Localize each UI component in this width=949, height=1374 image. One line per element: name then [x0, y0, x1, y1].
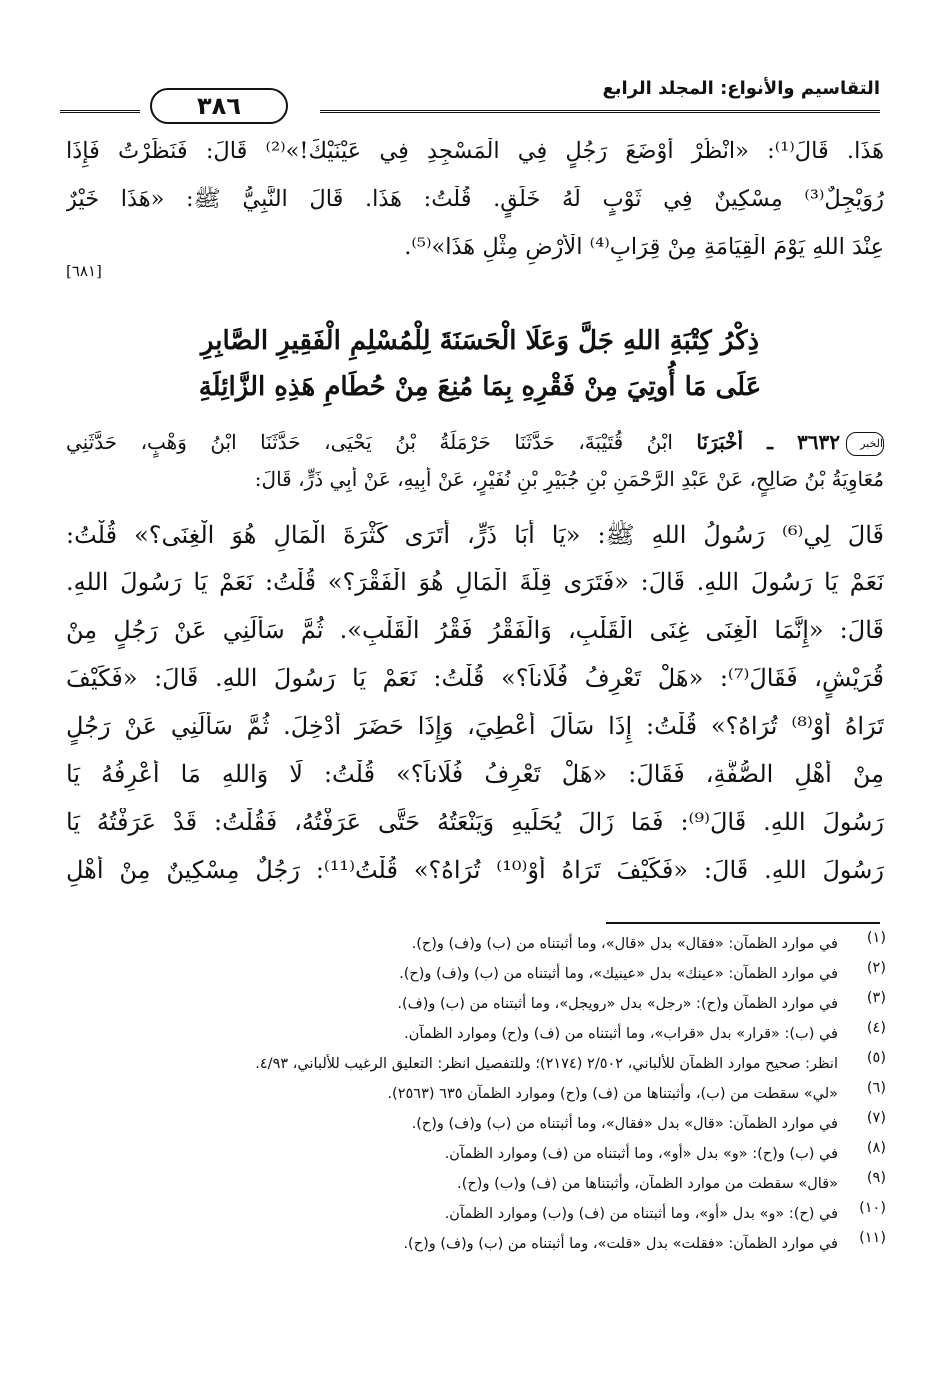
footnote-number: (٧): [866, 1110, 886, 1126]
isnad-line: مُعَاوِيَةُ بْنُ صَالِحٍ، عَنْ عَبْدِ الرَّحْمَنِ بْنِ جُبَيْرِ بْنِ نُفَيْرٍ، عَنْ أَبِيهِ، عَنْ أَبِي ذَرٍّ، قَالَ:: [254, 467, 884, 491]
footnote-text: في موارد الظمآن: «فقلت» بدل «قلت»، وما أثبتناه من (ب) و(ف) و(ح).: [403, 1236, 838, 1252]
text-line: قَالَ: «إِنَّمَا الْغِنَى غِنَى الْقَلْبِ، وَالْفَقْرُ فَقْرُ الْقَلْبِ». ثُمَّ سَأَلَنِي عَنْ رَجُلٍ مِنْ: [66, 616, 884, 644]
footnote-number: (٤): [866, 1020, 886, 1036]
khabar-badge-icon: الخبر: [846, 432, 884, 456]
footnote-item: [66, 960, 886, 990]
footnote-item: [66, 1050, 886, 1080]
footnote-item: [66, 1080, 886, 1110]
footnote-text: في موارد الظمآن: «فقال» بدل «قال»، وما أثبتناه من (ب) و(ف) و(ح).: [411, 936, 838, 952]
text-line: عِنْدَ اللهِ يَوْمَ الْقِيَامَةِ مِنْ قِرَابِ⁽⁴⁾ الْأَرْضِ مِثْلِ هَذَا»⁽⁵⁾.: [404, 234, 884, 260]
footnote-item: [66, 1200, 886, 1230]
footnote-text: انظر: صحيح موارد الظمآن للألباني، ٢/٥٠٢ (٢١٧٤)؛ وللتفصيل انظر: التعليق الرغيب للألباني، ٤/٩٣.: [255, 1056, 838, 1072]
footnote-number: (٦): [866, 1080, 886, 1096]
footnote-number: (١٠): [859, 1200, 886, 1216]
text-line: نَعَمْ يَا رَسُولَ اللهِ. قَالَ: «فَتَرَى قِلَّةَ الْمَالِ هُوَ الْفَقْرَ؟» قُلْتُ: نَعَمْ يَا رَسُولَ اللهِ.: [66, 568, 884, 596]
footnote-number: (١): [866, 930, 886, 946]
text-line: رُوَيْجِلٌ⁽³⁾ مِسْكِينٌ فِي ثَوْبٍ لَهُ خَلَقٍ. قُلْتُ: هَذَا. قَالَ النَّبِيُّ ﷺ: «هَذَا خَيْرٌ: [66, 186, 884, 212]
heading-line: ذِكْرُ كِتْبَةِ اللهِ جَلَّ وَعَلَا الْحَسَنَةَ لِلْمُسْلِمِ الْفَقِيرِ الصَّابِرِ: [200, 326, 760, 356]
footnote-number: (٨): [866, 1140, 886, 1156]
text-line: هَذَا. قَالَ⁽¹⁾: «انْظُرْ أَوْضَعَ رَجُلٍ فِي الْمَسْجِدِ فِي عَيْنَيْكَ!»⁽²⁾ قَالَ: فَنَظَرْتُ فَإِذَا: [66, 138, 884, 164]
text-line: مِنْ أَهْلِ الصُّفَّةِ، فَقَالَ: «هَلْ تَعْرِفُ فُلَاناً؟» قُلْتُ: لَا وَاللهِ مَا أَعْرِفُهُ يَا: [66, 760, 884, 788]
page-number: ٣٨٦: [150, 88, 288, 124]
footnote-text: «قال» سقطت من موارد الظمآن، وأثبتناها من (ف) و(ب) و(ح).: [457, 1176, 838, 1192]
footnote-text: في (ب): «قرار» بدل «قراب»، وما أثبتناه من (ف) و(ح) وموارد الظمآن.: [404, 1026, 838, 1042]
top-paragraph: [66, 138, 884, 282]
chapter-heading: [100, 318, 860, 410]
footnote-item: [66, 1170, 886, 1200]
footnote-number: (١١): [859, 1230, 886, 1246]
text-line: رَسُولَ اللهِ. قَالَ⁽⁹⁾: فَمَا زَالَ يُحَلِّيهِ وَيَنْعَتُهُ حَتَّى عَرَفْتُهُ، فَقُلْتُ: قَدْ عَرَفْتُهُ يَا: [66, 808, 884, 836]
footnotes: [66, 930, 886, 1260]
text-line: تَرَاهُ أَوْ⁽⁸⁾ تُرَاهُ؟» قُلْتُ: إِذَا سَأَلَ أُعْطِيَ، وَإِذَا حَضَرَ أُدْخِلَ. ثُمَّ سَأَلَنِي عَنْ رَجُلٍ: [66, 712, 884, 740]
header-rule-left: [60, 110, 140, 113]
footnote-text: «لي» سقطت من (ب)، وأثبتناها من (ف) و(ح) وموارد الظمآن ٦٣٥ (٢٥٦٣).: [387, 1086, 838, 1102]
footnote-item: [66, 1110, 886, 1140]
footnote-text: في موارد الظمآن و(ح): «رجل» بدل «رويجل»، وما أثبتناه من (ب) و(ف).: [397, 996, 838, 1012]
footnote-item: [66, 930, 886, 960]
footnote-text: في (ب) و(ح): «و» بدل «أو»، وما أثبتناه من (ف) وموارد الظمآن.: [444, 1146, 838, 1162]
footnote-item: [66, 990, 886, 1020]
hadith-reference-number: [٦٨١]: [66, 262, 102, 280]
footnote-number: (٥): [866, 1050, 886, 1066]
text-line: قُرَيْشٍ، فَقَالَ⁽⁷⁾: «هَلْ تَعْرِفُ فُلَاناً؟» قُلْتُ: نَعَمْ يَا رَسُولَ اللهِ. قَالَ: «فَكَيْفَ: [66, 664, 884, 692]
hadith-matn: [66, 520, 884, 904]
text-line: قَالَ لِي⁽⁶⁾ رَسُولُ اللهِ ﷺ: «يَا أَبَا ذَرٍّ، أَتَرَى كَثْرَةَ الْمَالِ هُوَ الْغِنَى؟» قُلْتُ:: [66, 521, 884, 549]
running-title: التقاسيم والأنواع: المجلد الرابع: [602, 78, 880, 99]
footnote-text: في (ح): «و» بدل «أو»، وما أثبتناه من (ف) و(ب) وموارد الظمآن.: [444, 1206, 838, 1222]
footnote-number: (٩): [866, 1170, 886, 1186]
footnote-item: [66, 1020, 886, 1050]
heading-line: عَلَى مَا أُوتِيَ مِنْ فَقْرِهِ بِمَا مُنِعَ مِنْ حُطَامِ هَذِهِ الزَّائِلَةِ: [198, 372, 762, 402]
hadith-number: ٣٦٣٢ ـ أَخْبَرَنَا: [696, 430, 841, 454]
footnote-text: في موارد الظمآن: «قال» بدل «فقال»، وما أثبتناه من (ب) و(ف) و(ح).: [411, 1116, 838, 1132]
isnad-line: ابْنُ قُتَيْبَةَ، حَدَّثَنَا حَرْمَلَةُ بْنُ يَحْيَى، حَدَّثَنَا ابْنُ وَهْبٍ، حَدَّثَنِي: [66, 430, 673, 454]
page-header: [60, 70, 880, 130]
footnote-item: [66, 1140, 886, 1170]
hadith-isnad: [66, 430, 884, 504]
header-rule-right: [320, 110, 880, 113]
footnote-number: (٣): [866, 990, 886, 1006]
footnote-number: (٢): [866, 960, 886, 976]
footnote-item: [66, 1230, 886, 1260]
text-line: رَسُولَ اللهِ. قَالَ: «فَكَيْفَ تَرَاهُ أَوْ⁽¹⁰⁾ تُرَاهُ؟» قُلْتُ⁽¹¹⁾: رَجُلٌ مِسْكِينٌ مِنْ أَهْلِ: [66, 856, 884, 884]
footnote-separator: [606, 922, 880, 924]
footnote-text: في موارد الظمآن: «عينك» بدل «عينيك»، وما أثبتناه من (ب) و(ف) و(ح).: [399, 966, 838, 982]
